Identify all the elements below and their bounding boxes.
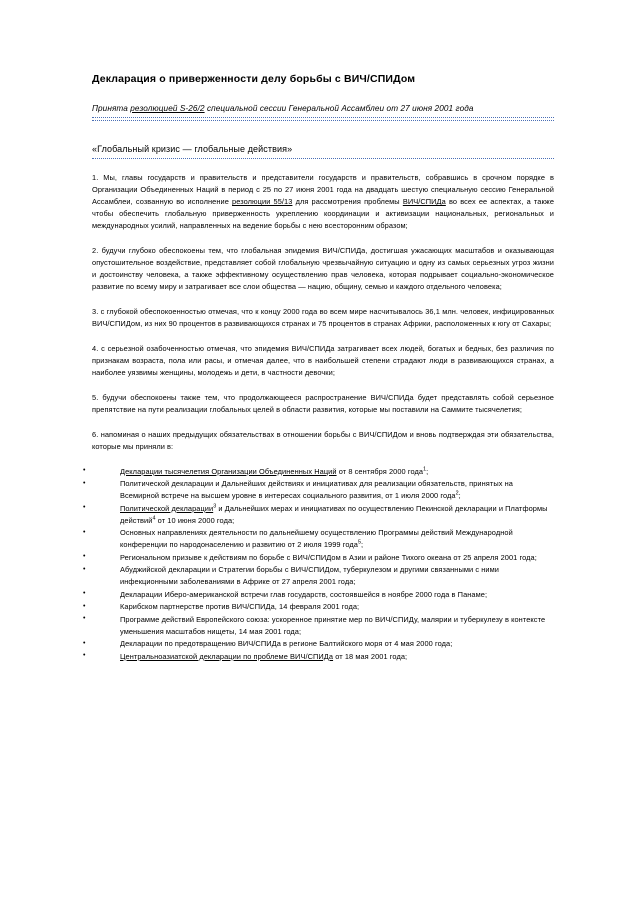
list-item-text: от 18 мая 2001 года; — [333, 651, 408, 661]
list-item-text: Основных направлениях деятельности по дальнейшему осуществлению Программы действий Международной конференции по народонаселению и развитию от 2 июля 1999 года — [120, 528, 513, 550]
list-item-text: Политической декларации и Дальнейших действиях и инициативах для реализации обязательств, принятых на Всемирной встрече на высшем уровне в интересах социального развития, от 1 июля 2000 года — [120, 479, 513, 501]
paragraph-3: 3. с глубокой обеспокоенностью отмечая, что к концу 2000 года во всем мире насчитывалось 36,1 млн. человек, инфицированных ВИЧ/СПИДом, из них 90 процентов в развивающихся странах и 75 процентов в странах Африки, расположенных к югу от Сахары; — [92, 307, 554, 329]
list-item — [92, 552, 554, 564]
list-item-text: Декларации Иберо-американской встречи глав государств, состоявшейся в ноябре 2000 года в Панаме; — [120, 589, 488, 599]
footnote-marker[interactable]: 5 — [357, 539, 362, 546]
subtitle-block — [92, 103, 554, 121]
document-content — [92, 72, 554, 663]
section-heading: «Глобальный кризис — глобальные действия» — [92, 144, 293, 155]
divider-rule-top — [92, 117, 554, 118]
paragraph-1 — [92, 172, 554, 232]
divider-rule-bottom — [92, 120, 554, 121]
paragraph-5: 5. будучи обеспокоены также тем, что продолжающееся распространение ВИЧ/СПИДа будет представлять собой серьезное препятствие на пути реализации глобальных целей в области развития, которые мы поставили на Саммите тысячелетия; — [92, 393, 554, 414]
list-item — [92, 651, 554, 663]
list-item — [92, 466, 554, 478]
list-item-text: от 8 сентября 2000 года — [336, 466, 424, 476]
footnote-marker[interactable]: 3 — [213, 503, 217, 510]
footnote-marker[interactable]: 2 — [455, 490, 459, 497]
list-item — [92, 638, 554, 650]
list-item — [92, 589, 554, 601]
paragraph-6: 6. напоминая о наших предыдущих обязательствах в отношении борьбы с ВИЧ/СПИДом и вновь подтверждая эти обязательства, которые мы приняли в: — [92, 429, 554, 451]
list-item — [92, 614, 554, 638]
list-item-link[interactable]: Центральноазиатской декларации по проблеме ВИЧ/СПИДа — [120, 651, 334, 661]
hiv-aids-link[interactable]: ВИЧ/СПИДа — [402, 197, 446, 207]
list-item-tail: ; — [458, 491, 461, 501]
section-heading-rule — [92, 158, 554, 159]
list-item-tail: от 10 июня 2000 года; — [155, 515, 235, 525]
list-item-text: и Дальнейших мерах и инициативах по осуществлению Пекинской декларации и Платформы действий — [120, 503, 548, 525]
footnote-marker[interactable]: 1 — [423, 466, 427, 473]
list-item-text: Абуджийской декларации и Стратегии борьбы с ВИЧ/СПИДом, туберкулезом и другими связанными с ними инфекционными заболеваниями в Африке от 27 апреля 2001 года; — [120, 565, 499, 587]
list-item-text: Программе действий Европейского союза: ускоренное принятие мер по ВИЧ/СПИДу, малярии и туберкулезу в контексте уменьшения масштабов нищеты, 14 мая 2001 года; — [120, 614, 546, 636]
list-item — [92, 601, 554, 613]
list-item-text: Карибском партнерстве против ВИЧ/СПИДа, 14 февраля 2001 года; — [120, 602, 360, 612]
list-item-text: Декларации по предотвращению ВИЧ/СПИДа в регионе Балтийского моря от 4 мая 2000 года; — [120, 639, 453, 649]
resolution-link[interactable]: резолюцией S-26/2 — [130, 104, 205, 114]
subtitle-prefix: Принята — [92, 104, 131, 114]
list-item — [92, 478, 554, 502]
paragraph-1-text-b: для рассмотрения проблемы — [292, 197, 403, 207]
list-item-link[interactable]: Декларации тысячелетия Организации Объединенных Наций — [120, 466, 337, 476]
list-item-tail: ; — [426, 466, 429, 476]
document-subtitle — [92, 103, 554, 114]
document-title: Декларация о приверженности делу борьбы с ВИЧ/СПИДом — [92, 73, 416, 85]
subtitle-suffix: специальной сессии Генеральной Ассамблеи от 27 июня 2001 года — [204, 104, 474, 114]
list-item — [92, 527, 554, 551]
resolution-55-13-link[interactable]: резолюции 55/13 — [232, 197, 293, 207]
paragraph-1-text-c: во всех ее аспектах, а также чтобы обеспечить глобальную приверженность укреплению координации и активизации национальных, региональных и международных усилий, направленных на ведение борьбы с нею всесторонним образом; — [92, 197, 555, 231]
list-item-text: Региональном призыве к действиям по борьбе с ВИЧ/СПИДом в Азии и районе Тихого океана от 25 апреля 2001 года; — [120, 552, 537, 562]
paragraph-1-text-a: 1. Мы, главы государств и правительств и представители государств и правительств, собравшись в срочном порядке в Организации Объединенных Наций в период с 25 по 27 июня 2001 года на двадцать шестую специальную сессию Генеральной Ассамблеи, созванную во исполнение — [92, 173, 554, 207]
list-item — [92, 564, 554, 588]
list-item — [92, 503, 554, 527]
list-item-link[interactable]: Политической декларации — [120, 503, 214, 513]
paragraph-2: 2. будучи глубоко обеспокоены тем, что глобальная эпидемия ВИЧ/СПИДа, достигшая ужасающих масштабов и оказывающая опустошительное воздействие, представляет собой глобальную чрезвычайную ситуацию и одну из самых серьезных угроз жизни и достоинству человека, а также эффективному осуществлению прав человека, которая подрывает социально-экономическое развитие по всему миру и затрагивает все слои общества — нацию, общину, семью и каждого отдельного человека; — [92, 246, 554, 292]
footnote-marker[interactable]: 4 — [152, 515, 156, 522]
commitments-list — [92, 466, 554, 663]
paragraph-4: 4. с серьезной озабоченностью отмечая, что эпидемия ВИЧ/СПИДа затрагивает всех людей, богатых и бедных, без различия по признакам возраста, пола или расы, и отмечая далее, что в наибольшей степени страдают люди в развивающихся странах, а наиболее уязвимы женщины, молодежь и дети, в частности девочки; — [92, 344, 554, 378]
list-item-tail: ; — [361, 540, 364, 550]
